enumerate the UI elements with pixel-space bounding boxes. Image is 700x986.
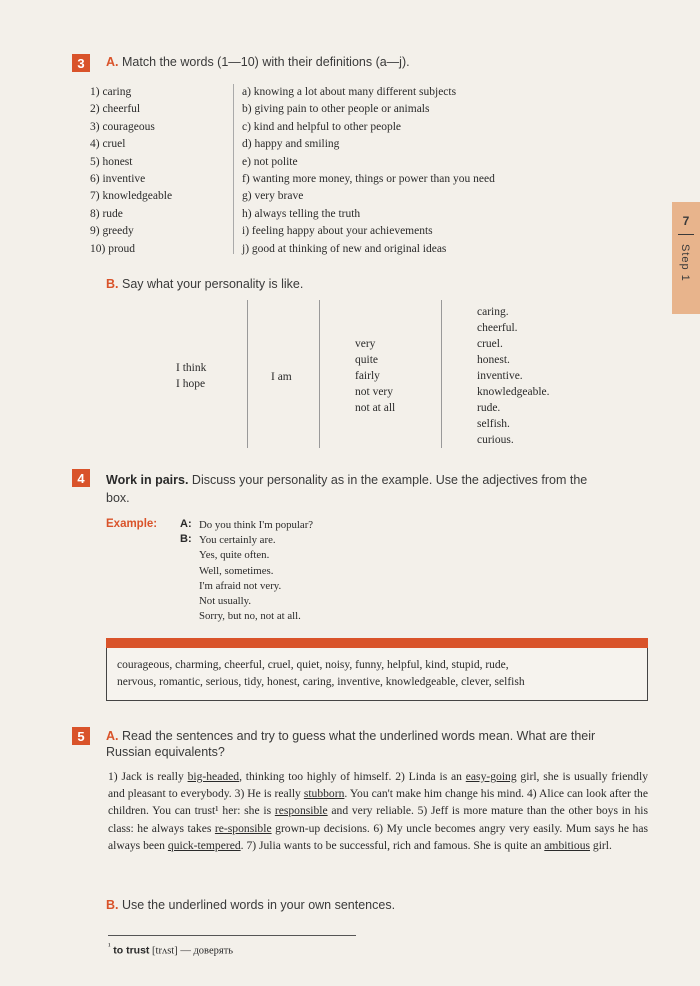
exercise-5b-heading bbox=[106, 898, 395, 912]
underlined-word: quick-tempered bbox=[167, 838, 241, 852]
exercise-4-heading bbox=[106, 471, 651, 507]
grid-cell: caring. bbox=[477, 306, 509, 318]
tab-divider bbox=[678, 234, 694, 235]
match-column-divider bbox=[233, 84, 234, 254]
sentence-text: , thinking too highly of himself. 2) Linda is an bbox=[239, 770, 466, 783]
sentence-text: girl. bbox=[590, 838, 612, 852]
grid-cell: fairly bbox=[355, 370, 380, 382]
step-label: Step 1 bbox=[679, 244, 691, 282]
definition-item: b) giving pain to other people or animals bbox=[242, 103, 430, 116]
grid-cell: not at all bbox=[355, 402, 396, 414]
definition-item: f) wanting more money, things or power than you need bbox=[242, 173, 495, 186]
exercise-5-paragraph bbox=[108, 768, 648, 854]
grid-divider bbox=[441, 300, 442, 448]
dialogue-line: Sorry, but no, not at all. bbox=[199, 610, 301, 623]
footnote-transcription: [trʌst] bbox=[152, 945, 178, 957]
definition-item: j) good at thinking of new and original ideas bbox=[242, 242, 447, 255]
exercise-3a-heading bbox=[106, 55, 410, 69]
word-item: 10) proud bbox=[90, 242, 136, 255]
exercise-3-badge: 3 bbox=[72, 54, 90, 72]
footnote-translation: — доверять bbox=[180, 945, 234, 957]
underlined-word: re-sponsible bbox=[214, 821, 272, 835]
speaker-b: B: bbox=[180, 533, 192, 545]
exercise-5a-instruction: Read the sentences and try to guess what the underlined words mean. What are their bbox=[121, 729, 596, 743]
exercise-3b-letter: B. bbox=[106, 277, 119, 291]
word-list bbox=[90, 84, 224, 258]
grid-cell: I am bbox=[271, 371, 292, 383]
sentence-text: . 7) Julia wants to be successful, rich and famous. She is quite an bbox=[240, 838, 545, 852]
exercise-4-instruction: Discuss your personality as in the example. Use the adjectives from the bbox=[191, 473, 588, 487]
exercise-5-badge: 5 bbox=[72, 727, 90, 745]
underlined-word: easy-going bbox=[465, 770, 517, 783]
grid-cell: knowledgeable. bbox=[477, 386, 550, 398]
exercise-5a-letter: A. bbox=[106, 729, 119, 743]
grid-col-opinion bbox=[176, 360, 206, 392]
word-item: 8) rude bbox=[90, 207, 123, 220]
word-item: 5) honest bbox=[90, 155, 133, 168]
definition-item: i) feeling happy about your achievements bbox=[242, 225, 433, 238]
word-item: 7) knowledgeable bbox=[90, 190, 173, 203]
underlined-word: ambitious bbox=[544, 838, 591, 852]
adjective-box-header bbox=[106, 638, 648, 648]
exercise-5b-letter: B. bbox=[106, 898, 119, 912]
grid-col-verb bbox=[271, 369, 292, 385]
definition-item: c) kind and helpful to other people bbox=[242, 120, 402, 133]
sentence-text: girl, she is usually friendly and pleasant to everybody. 3) He is really bbox=[108, 770, 648, 801]
dialogue-line: Not usually. bbox=[199, 595, 252, 608]
exercise-4-instruction-cont: box. bbox=[106, 491, 130, 505]
dialogue-line: Well, sometimes. bbox=[199, 564, 274, 577]
grid-divider bbox=[319, 300, 320, 448]
exercise-3b-instruction: Say what your personality is like. bbox=[121, 277, 304, 291]
grid-cell: cruel. bbox=[477, 338, 503, 350]
speaker-a: A: bbox=[180, 518, 192, 530]
footnote-term: to trust bbox=[113, 944, 150, 957]
underlined-word: stubborn bbox=[303, 787, 345, 801]
definition-item: h) always telling the truth bbox=[242, 207, 361, 220]
adjective-line: courageous, charming, cheerful, cruel, quiet, noisy, funny, helpful, kind, stupid, rude, bbox=[117, 659, 509, 671]
underlined-word: responsible bbox=[274, 804, 328, 818]
adjective-line: nervous, romantic, serious, tidy, honest, caring, inventive, knowledgeable, clever, selfish bbox=[117, 676, 525, 688]
word-item: 9) greedy bbox=[90, 225, 134, 238]
sentence-text: . You can't make him change his mind. 4) Alice can look after the children. You can trust¹ her: she is bbox=[108, 787, 648, 818]
grid-cell: cheerful. bbox=[477, 322, 518, 334]
dialogue-line: Do you think I'm popular? bbox=[199, 519, 314, 531]
definition-item: d) happy and smiling bbox=[242, 138, 340, 151]
sentence-text: and very reliable. 5) Jeff is more mature than the other boys in his class: he always takes bbox=[108, 804, 649, 835]
speaker-a-line bbox=[199, 518, 313, 533]
word-item: 3) courageous bbox=[90, 120, 155, 133]
footnote-mark: ¹ bbox=[108, 941, 111, 951]
sentence-text: grown-up decisions. 6) My uncle becomes angry very easily. Mum says he has always been bbox=[108, 821, 648, 852]
grid-cell: not very bbox=[355, 386, 394, 398]
grid-col-adjective bbox=[477, 304, 550, 448]
speaker-b-lines bbox=[199, 533, 301, 625]
exercise-5a-heading bbox=[106, 728, 651, 760]
step-side-tab bbox=[672, 202, 700, 314]
definition-list bbox=[242, 84, 582, 258]
exercise-3a-instruction: Match the words (1—10) with their definitions (a—j). bbox=[121, 55, 410, 69]
example-label: Example: bbox=[106, 518, 158, 530]
grid-cell: curious. bbox=[477, 434, 514, 446]
underlined-word: big-headed bbox=[187, 770, 240, 783]
word-item: 4) cruel bbox=[90, 138, 126, 151]
exercise-3a-letter: A. bbox=[106, 55, 119, 69]
footnote-rule bbox=[108, 935, 356, 936]
dialogue-line: You certainly are. bbox=[199, 534, 276, 546]
grid-col-degree bbox=[355, 336, 395, 416]
grid-cell: rude. bbox=[477, 402, 501, 414]
adjective-box bbox=[106, 648, 648, 701]
exercise-4-badge: 4 bbox=[72, 469, 90, 487]
footnote bbox=[108, 941, 233, 957]
dialogue-line: I'm afraid not very. bbox=[199, 579, 282, 592]
exercise-5b-instruction: Use the underlined words in your own sentences. bbox=[121, 898, 396, 912]
exercise-3b-heading bbox=[106, 277, 303, 291]
definition-item: g) very brave bbox=[242, 190, 304, 203]
grid-divider bbox=[247, 300, 248, 448]
exercise-4-bold: Work in pairs. bbox=[106, 473, 189, 487]
grid-cell: I hope bbox=[176, 378, 206, 390]
grid-cell: very bbox=[355, 338, 376, 350]
grid-cell: selfish. bbox=[477, 418, 510, 430]
grid-cell: inventive. bbox=[477, 370, 523, 382]
word-item: 1) caring bbox=[90, 86, 132, 98]
definition-item: a) knowing a lot about many different subjects bbox=[242, 86, 457, 98]
grid-cell: honest. bbox=[477, 354, 510, 366]
exercise-5a-instruction-cont: Russian equivalents? bbox=[106, 745, 225, 759]
word-item: 2) cheerful bbox=[90, 103, 141, 116]
sentence-text: 1) Jack is really bbox=[108, 770, 188, 783]
definition-item: e) not polite bbox=[242, 155, 298, 168]
dialogue-line: Yes, quite often. bbox=[199, 549, 270, 562]
grid-cell: quite bbox=[355, 354, 378, 366]
grid-cell: I think bbox=[176, 362, 207, 374]
word-item: 6) inventive bbox=[90, 173, 146, 186]
page-number: 7 bbox=[682, 214, 690, 228]
